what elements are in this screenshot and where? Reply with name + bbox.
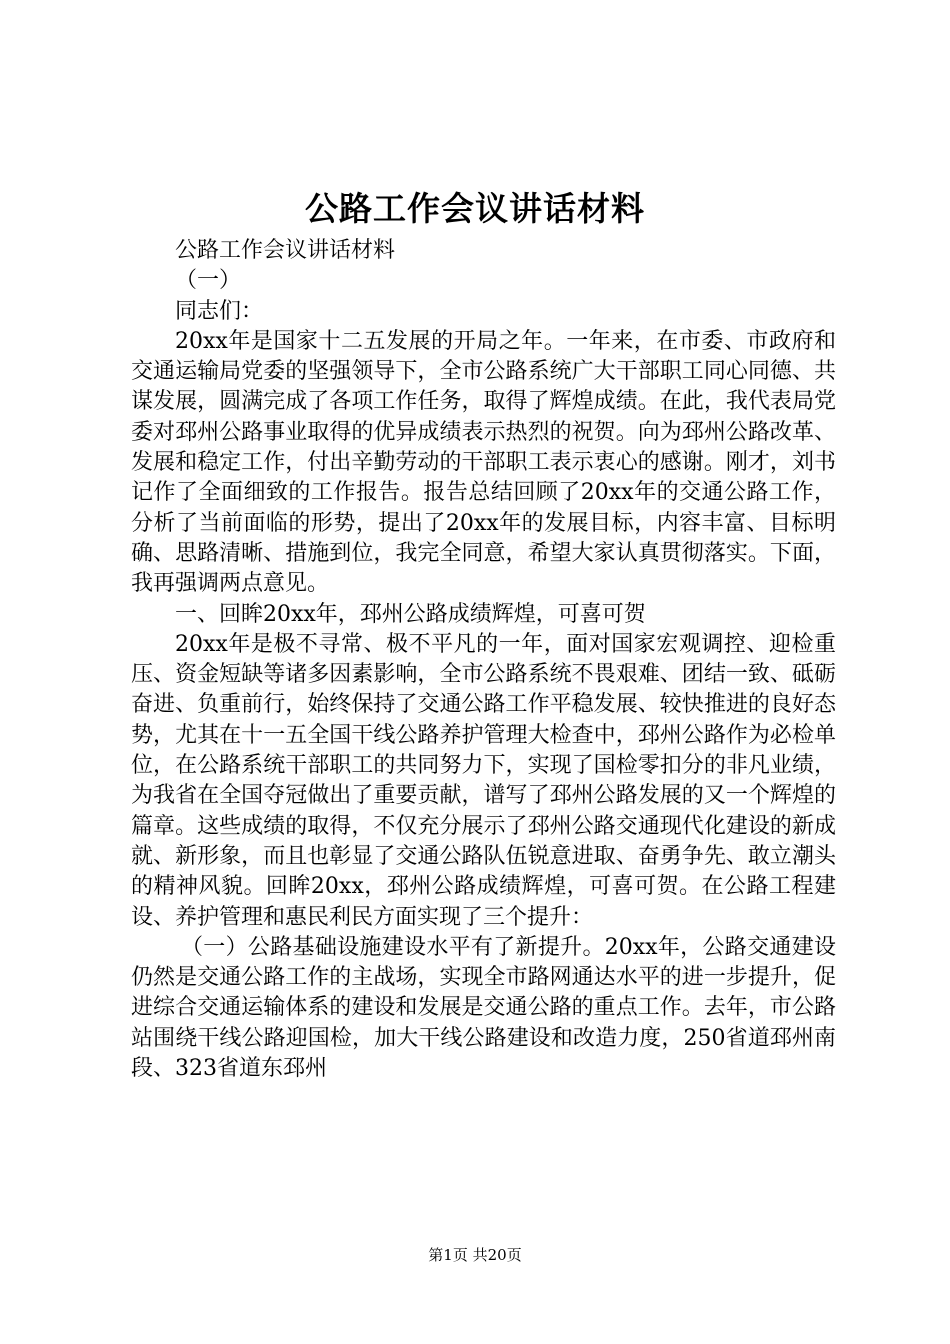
paragraph-review: 20xx年是极不寻常、极不平凡的一年，面对国家宏观调控、迎检重压、资金短缺等诸多因素影响，全市公路系统不畏艰难、团结一致、砥砺奋进、负重前行，始终保持了交通公路工作平稳发展、较快推进的良好态势，尤其在十一五全国干线公路养护管理大检查中，邳州公路作为必检单位，在公路系统干部职工的共同努力下，实现了国检零扣分的非凡业绩，为我省在全国夺冠做出了重要贡献，谱写了邳州公路发展的又一个辉煌的篇章。这些成绩的取得，不仅充分展示了邳州公路交通现代化建设的新成就、新形象，而且也彰显了交通公路队伍锐意进取、奋勇争先、敢立潮头的精神风貌。回眸20xx，邳州公路成绩辉煌，可喜可贺。在公路工程建设、养护管理和惠民利民方面实现了三个提升： [131,631,836,930]
subtitle-line: 公路工作会议讲话材料 [175,238,396,263]
paragraph-intro: 20xx年是国家十二五发展的开局之年。一年来，在市委、市政府和交通运输局党委的坚强领导下，全市公路系统广大干部职工同心同德、共谋发展，圆满完成了各项工作任务，取得了辉煌成绩。在此，我代表局党委对邳州公路事业取得的优异成绩表示热烈的祝贺。向为邳州公路改革、发展和稳定工作，付出辛勤劳动的干部职工表示衷心的感谢。刚才，刘书记作了全面细致的工作报告。报告总结回顾了20xx年的交通公路工作，分析了当前面临的形势，提出了20xx年的发展目标，内容丰富、目标明确、思路清晰、措施到位，我完全同意，希望大家认真贯彻落实。下面，我再强调两点意见。 [131,328,836,597]
document-body [131,236,836,1084]
page-footer: 第1页 共20页 [428,1246,522,1264]
document-title: 公路工作会议讲话材料 [305,189,645,228]
salutation: 同志们： [175,298,264,324]
paragraph-subsection-1: （一）公路基础设施建设水平有了新提升。20xx年，公路交通建设仍然是交通公路工作的主战场，实现全市路网通达水平的进一步提升，促进综合交通运输体系的建设和发展是交通公路的重点工作。去年，市公路站围绕干线公路迎国检，加大干线公路建设和改造力度，250省道邳州南段、323省道东邳州 [131,934,836,1082]
section-number: （一） [175,268,242,294]
section-heading-1: 一、回眸20xx年，邳州公路成绩辉煌，可喜可贺 [175,601,646,627]
